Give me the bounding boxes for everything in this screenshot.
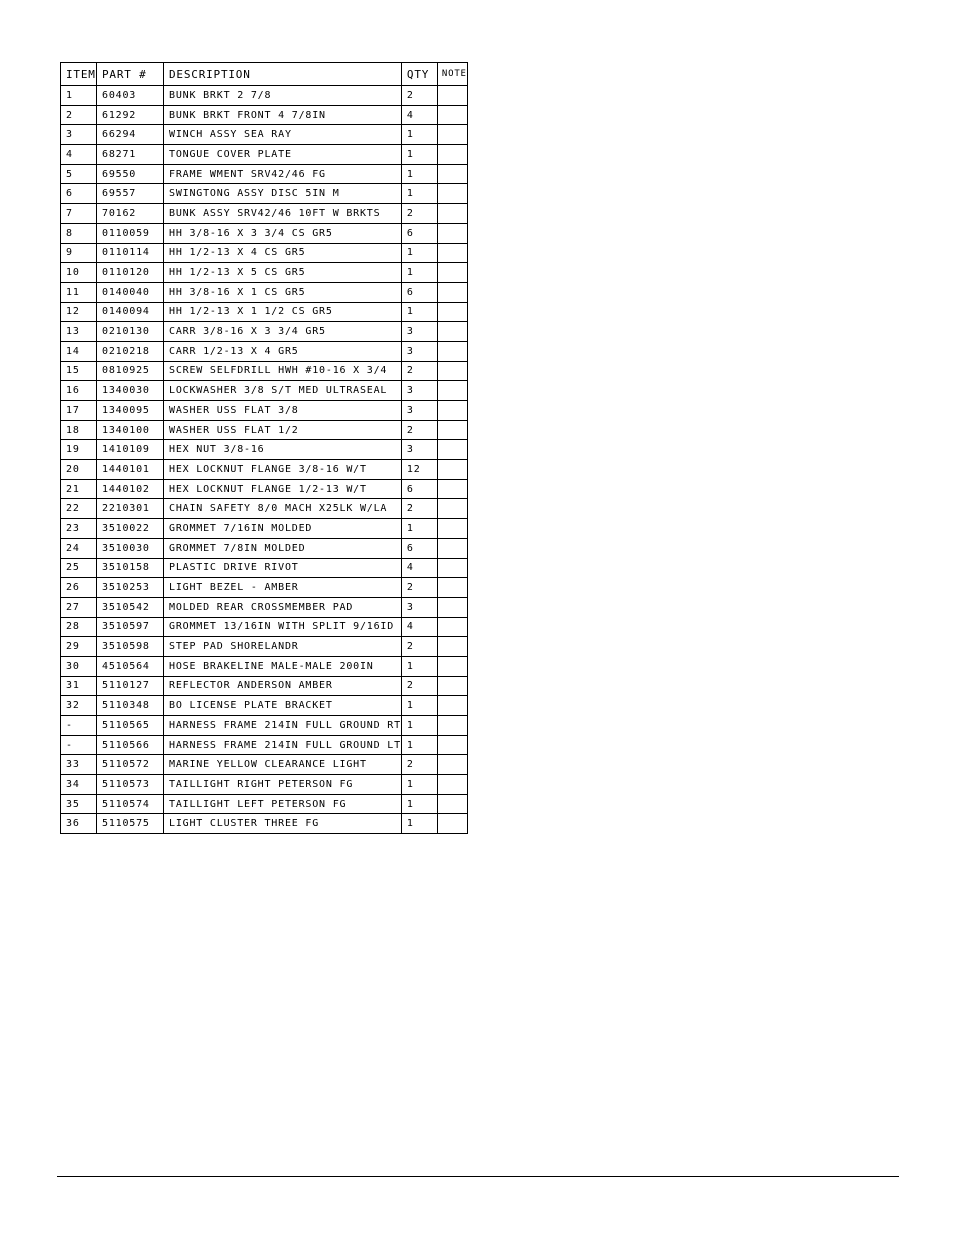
cell-part-number: 3510158: [97, 558, 164, 578]
cell-description: HH 1/2-13 X 1 1/2 CS GR5: [164, 302, 402, 322]
cell-description: WINCH ASSY SEA RAY: [164, 125, 402, 145]
cell-note: [437, 184, 467, 204]
cell-item: -: [61, 716, 97, 736]
cell-qty: 12: [401, 460, 437, 480]
cell-part-number: 5110348: [97, 696, 164, 716]
cell-item: 16: [61, 381, 97, 401]
cell-description: PLASTIC DRIVE RIVOT: [164, 558, 402, 578]
cell-qty: 1: [401, 145, 437, 165]
cell-description: HOSE BRAKELINE MALE-MALE 200IN: [164, 656, 402, 676]
cell-item: 26: [61, 578, 97, 598]
cell-description: SCREW SELFDRILL HWH #10-16 X 3/4: [164, 361, 402, 381]
cell-item: 35: [61, 794, 97, 814]
cell-item: 25: [61, 558, 97, 578]
cell-note: [437, 735, 467, 755]
cell-description: HEX LOCKNUT FLANGE 3/8-16 W/T: [164, 460, 402, 480]
cell-qty: 3: [401, 597, 437, 617]
cell-part-number: 0810925: [97, 361, 164, 381]
cell-note: [437, 578, 467, 598]
table-row: [61, 479, 468, 499]
cell-note: [437, 460, 467, 480]
table-row: [61, 460, 468, 480]
cell-description: GROMMET 13/16IN WITH SPLIT 9/16ID: [164, 617, 402, 637]
cell-qty: 4: [401, 558, 437, 578]
cell-item: -: [61, 735, 97, 755]
table-row: [61, 696, 468, 716]
cell-qty: 1: [401, 716, 437, 736]
cell-item: 10: [61, 263, 97, 283]
table-row: [61, 401, 468, 421]
cell-qty: 1: [401, 519, 437, 539]
cell-note: [437, 814, 467, 834]
cell-note: [437, 125, 467, 145]
table-row: [61, 263, 468, 283]
cell-item: 13: [61, 322, 97, 342]
parts-table-body: [61, 86, 468, 834]
cell-description: CARR 1/2-13 X 4 GR5: [164, 341, 402, 361]
cell-note: [437, 401, 467, 421]
cell-description: MARINE YELLOW CLEARANCE LIGHT: [164, 755, 402, 775]
cell-part-number: 69550: [97, 164, 164, 184]
cell-qty: 1: [401, 814, 437, 834]
cell-item: 7: [61, 204, 97, 224]
cell-item: 32: [61, 696, 97, 716]
cell-part-number: 70162: [97, 204, 164, 224]
cell-qty: 1: [401, 696, 437, 716]
table-header-row: [61, 63, 468, 86]
cell-item: 2: [61, 105, 97, 125]
cell-description: REFLECTOR ANDERSON AMBER: [164, 676, 402, 696]
cell-description: HH 1/2-13 X 5 CS GR5: [164, 263, 402, 283]
cell-item: 36: [61, 814, 97, 834]
cell-part-number: 0110120: [97, 263, 164, 283]
cell-item: 22: [61, 499, 97, 519]
cell-qty: 1: [401, 794, 437, 814]
cell-part-number: 66294: [97, 125, 164, 145]
cell-item: 28: [61, 617, 97, 637]
cell-qty: 1: [401, 302, 437, 322]
cell-item: 20: [61, 460, 97, 480]
cell-item: 11: [61, 282, 97, 302]
cell-part-number: 3510030: [97, 538, 164, 558]
table-row: [61, 775, 468, 795]
cell-part-number: 5110573: [97, 775, 164, 795]
cell-description: HARNESS FRAME 214IN FULL GROUND RT: [164, 716, 402, 736]
table-row: [61, 578, 468, 598]
cell-qty: 1: [401, 125, 437, 145]
cell-part-number: 1440102: [97, 479, 164, 499]
header-description: DESCRIPTION: [164, 63, 402, 86]
cell-note: [437, 204, 467, 224]
cell-note: [437, 381, 467, 401]
cell-item: 5: [61, 164, 97, 184]
cell-note: [437, 617, 467, 637]
cell-item: 21: [61, 479, 97, 499]
table-row: [61, 86, 468, 106]
cell-description: CHAIN SAFETY 8/0 MACH X25LK W/LA: [164, 499, 402, 519]
cell-qty: 2: [401, 204, 437, 224]
table-row: [61, 361, 468, 381]
cell-note: [437, 105, 467, 125]
cell-item: 17: [61, 401, 97, 421]
cell-item: 24: [61, 538, 97, 558]
cell-description: BO LICENSE PLATE BRACKET: [164, 696, 402, 716]
cell-qty: 2: [401, 499, 437, 519]
cell-note: [437, 499, 467, 519]
cell-description: MOLDED REAR CROSSMEMBER PAD: [164, 597, 402, 617]
cell-note: [437, 479, 467, 499]
table-row: [61, 125, 468, 145]
cell-description: TAILLIGHT LEFT PETERSON FG: [164, 794, 402, 814]
cell-qty: 1: [401, 243, 437, 263]
table-row: [61, 814, 468, 834]
cell-note: [437, 420, 467, 440]
cell-item: 6: [61, 184, 97, 204]
table-row: [61, 164, 468, 184]
cell-part-number: 1340030: [97, 381, 164, 401]
table-row: [61, 597, 468, 617]
cell-description: HEX LOCKNUT FLANGE 1/2-13 W/T: [164, 479, 402, 499]
cell-note: [437, 696, 467, 716]
cell-qty: 2: [401, 578, 437, 598]
cell-item: 8: [61, 223, 97, 243]
table-row: [61, 617, 468, 637]
cell-part-number: 69557: [97, 184, 164, 204]
table-row: [61, 656, 468, 676]
cell-item: 23: [61, 519, 97, 539]
cell-part-number: 1340095: [97, 401, 164, 421]
cell-qty: 3: [401, 381, 437, 401]
cell-note: [437, 86, 467, 106]
cell-qty: 2: [401, 420, 437, 440]
table-row: [61, 440, 468, 460]
cell-qty: 4: [401, 105, 437, 125]
cell-part-number: 0140094: [97, 302, 164, 322]
cell-qty: 2: [401, 676, 437, 696]
cell-item: 14: [61, 341, 97, 361]
table-row: [61, 145, 468, 165]
cell-part-number: 0210130: [97, 322, 164, 342]
cell-qty: 2: [401, 86, 437, 106]
table-row: [61, 105, 468, 125]
table-row: [61, 420, 468, 440]
cell-part-number: 1410109: [97, 440, 164, 460]
table-row: [61, 322, 468, 342]
cell-part-number: 3510597: [97, 617, 164, 637]
cell-note: [437, 775, 467, 795]
cell-note: [437, 145, 467, 165]
cell-item: 31: [61, 676, 97, 696]
cell-part-number: 3510598: [97, 637, 164, 657]
cell-description: BUNK BRKT FRONT 4 7/8IN: [164, 105, 402, 125]
cell-note: [437, 282, 467, 302]
header-part-number: PART #: [97, 63, 164, 86]
table-row: [61, 794, 468, 814]
cell-part-number: 0140040: [97, 282, 164, 302]
cell-note: [437, 755, 467, 775]
cell-item: 29: [61, 637, 97, 657]
cell-note: [437, 440, 467, 460]
cell-qty: 2: [401, 637, 437, 657]
cell-note: [437, 637, 467, 657]
cell-description: HH 1/2-13 X 4 CS GR5: [164, 243, 402, 263]
cell-item: 15: [61, 361, 97, 381]
cell-part-number: 5110565: [97, 716, 164, 736]
cell-part-number: 0210218: [97, 341, 164, 361]
cell-qty: 1: [401, 263, 437, 283]
table-row: [61, 637, 468, 657]
cell-description: HH 3/8-16 X 1 CS GR5: [164, 282, 402, 302]
cell-part-number: 1340100: [97, 420, 164, 440]
cell-note: [437, 676, 467, 696]
table-row: [61, 558, 468, 578]
cell-description: HEX NUT 3/8-16: [164, 440, 402, 460]
table-row: [61, 381, 468, 401]
table-row: [61, 499, 468, 519]
header-item: ITEM: [61, 63, 97, 86]
table-row: [61, 676, 468, 696]
table-row: [61, 735, 468, 755]
footer-divider: [57, 1176, 899, 1177]
cell-part-number: 60403: [97, 86, 164, 106]
cell-item: 4: [61, 145, 97, 165]
cell-qty: 1: [401, 184, 437, 204]
cell-item: 9: [61, 243, 97, 263]
header-qty: QTY: [401, 63, 437, 86]
cell-part-number: 68271: [97, 145, 164, 165]
header-note: NOTE: [437, 63, 467, 86]
cell-item: 3: [61, 125, 97, 145]
table-row: [61, 755, 468, 775]
cell-note: [437, 243, 467, 263]
cell-note: [437, 263, 467, 283]
cell-qty: 1: [401, 775, 437, 795]
cell-description: WASHER USS FLAT 3/8: [164, 401, 402, 421]
cell-description: GROMMET 7/8IN MOLDED: [164, 538, 402, 558]
cell-note: [437, 794, 467, 814]
cell-description: STEP PAD SHORELANDR: [164, 637, 402, 657]
cell-note: [437, 341, 467, 361]
cell-note: [437, 302, 467, 322]
cell-qty: 4: [401, 617, 437, 637]
cell-description: BUNK BRKT 2 7/8: [164, 86, 402, 106]
parts-list-table: [60, 62, 468, 834]
cell-item: 30: [61, 656, 97, 676]
cell-part-number: 5110574: [97, 794, 164, 814]
cell-part-number: 61292: [97, 105, 164, 125]
cell-part-number: 2210301: [97, 499, 164, 519]
table-row: [61, 243, 468, 263]
cell-description: HARNESS FRAME 214IN FULL GROUND LT: [164, 735, 402, 755]
table-row: [61, 223, 468, 243]
cell-note: [437, 538, 467, 558]
cell-qty: 6: [401, 223, 437, 243]
table-row: [61, 341, 468, 361]
cell-qty: 3: [401, 401, 437, 421]
cell-item: 1: [61, 86, 97, 106]
cell-part-number: 5110572: [97, 755, 164, 775]
cell-description: LIGHT CLUSTER THREE FG: [164, 814, 402, 834]
cell-description: LOCKWASHER 3/8 S/T MED ULTRASEAL: [164, 381, 402, 401]
cell-qty: 3: [401, 440, 437, 460]
cell-description: WASHER USS FLAT 1/2: [164, 420, 402, 440]
cell-part-number: 5110566: [97, 735, 164, 755]
cell-description: LIGHT BEZEL - AMBER: [164, 578, 402, 598]
cell-description: CARR 3/8-16 X 3 3/4 GR5: [164, 322, 402, 342]
cell-part-number: 5110575: [97, 814, 164, 834]
table-row: [61, 204, 468, 224]
cell-note: [437, 223, 467, 243]
cell-item: 27: [61, 597, 97, 617]
cell-part-number: 5110127: [97, 676, 164, 696]
cell-note: [437, 519, 467, 539]
cell-description: BUNK ASSY SRV42/46 10FT W BRKTS: [164, 204, 402, 224]
cell-description: SWINGTONG ASSY DISC 5IN M: [164, 184, 402, 204]
cell-part-number: 3510542: [97, 597, 164, 617]
cell-description: HH 3/8-16 X 3 3/4 CS GR5: [164, 223, 402, 243]
cell-description: TAILLIGHT RIGHT PETERSON FG: [164, 775, 402, 795]
cell-part-number: 3510022: [97, 519, 164, 539]
cell-note: [437, 361, 467, 381]
cell-part-number: 0110114: [97, 243, 164, 263]
table-row: [61, 282, 468, 302]
cell-note: [437, 322, 467, 342]
cell-item: 34: [61, 775, 97, 795]
cell-note: [437, 558, 467, 578]
table-row: [61, 716, 468, 736]
cell-item: 12: [61, 302, 97, 322]
cell-part-number: 4510564: [97, 656, 164, 676]
table-row: [61, 519, 468, 539]
cell-note: [437, 716, 467, 736]
cell-note: [437, 597, 467, 617]
table-row: [61, 538, 468, 558]
table-row: [61, 184, 468, 204]
cell-qty: 6: [401, 479, 437, 499]
cell-qty: 6: [401, 538, 437, 558]
cell-qty: 1: [401, 656, 437, 676]
cell-item: 33: [61, 755, 97, 775]
cell-qty: 3: [401, 341, 437, 361]
cell-description: TONGUE COVER PLATE: [164, 145, 402, 165]
cell-item: 18: [61, 420, 97, 440]
cell-part-number: 0110059: [97, 223, 164, 243]
cell-qty: 3: [401, 322, 437, 342]
table-row: [61, 302, 468, 322]
cell-qty: 6: [401, 282, 437, 302]
cell-note: [437, 164, 467, 184]
cell-description: FRAME WMENT SRV42/46 FG: [164, 164, 402, 184]
cell-qty: 1: [401, 164, 437, 184]
cell-note: [437, 656, 467, 676]
cell-item: 19: [61, 440, 97, 460]
cell-qty: 2: [401, 755, 437, 775]
cell-part-number: 1440101: [97, 460, 164, 480]
cell-qty: 2: [401, 361, 437, 381]
cell-qty: 1: [401, 735, 437, 755]
cell-description: GROMMET 7/16IN MOLDED: [164, 519, 402, 539]
cell-part-number: 3510253: [97, 578, 164, 598]
